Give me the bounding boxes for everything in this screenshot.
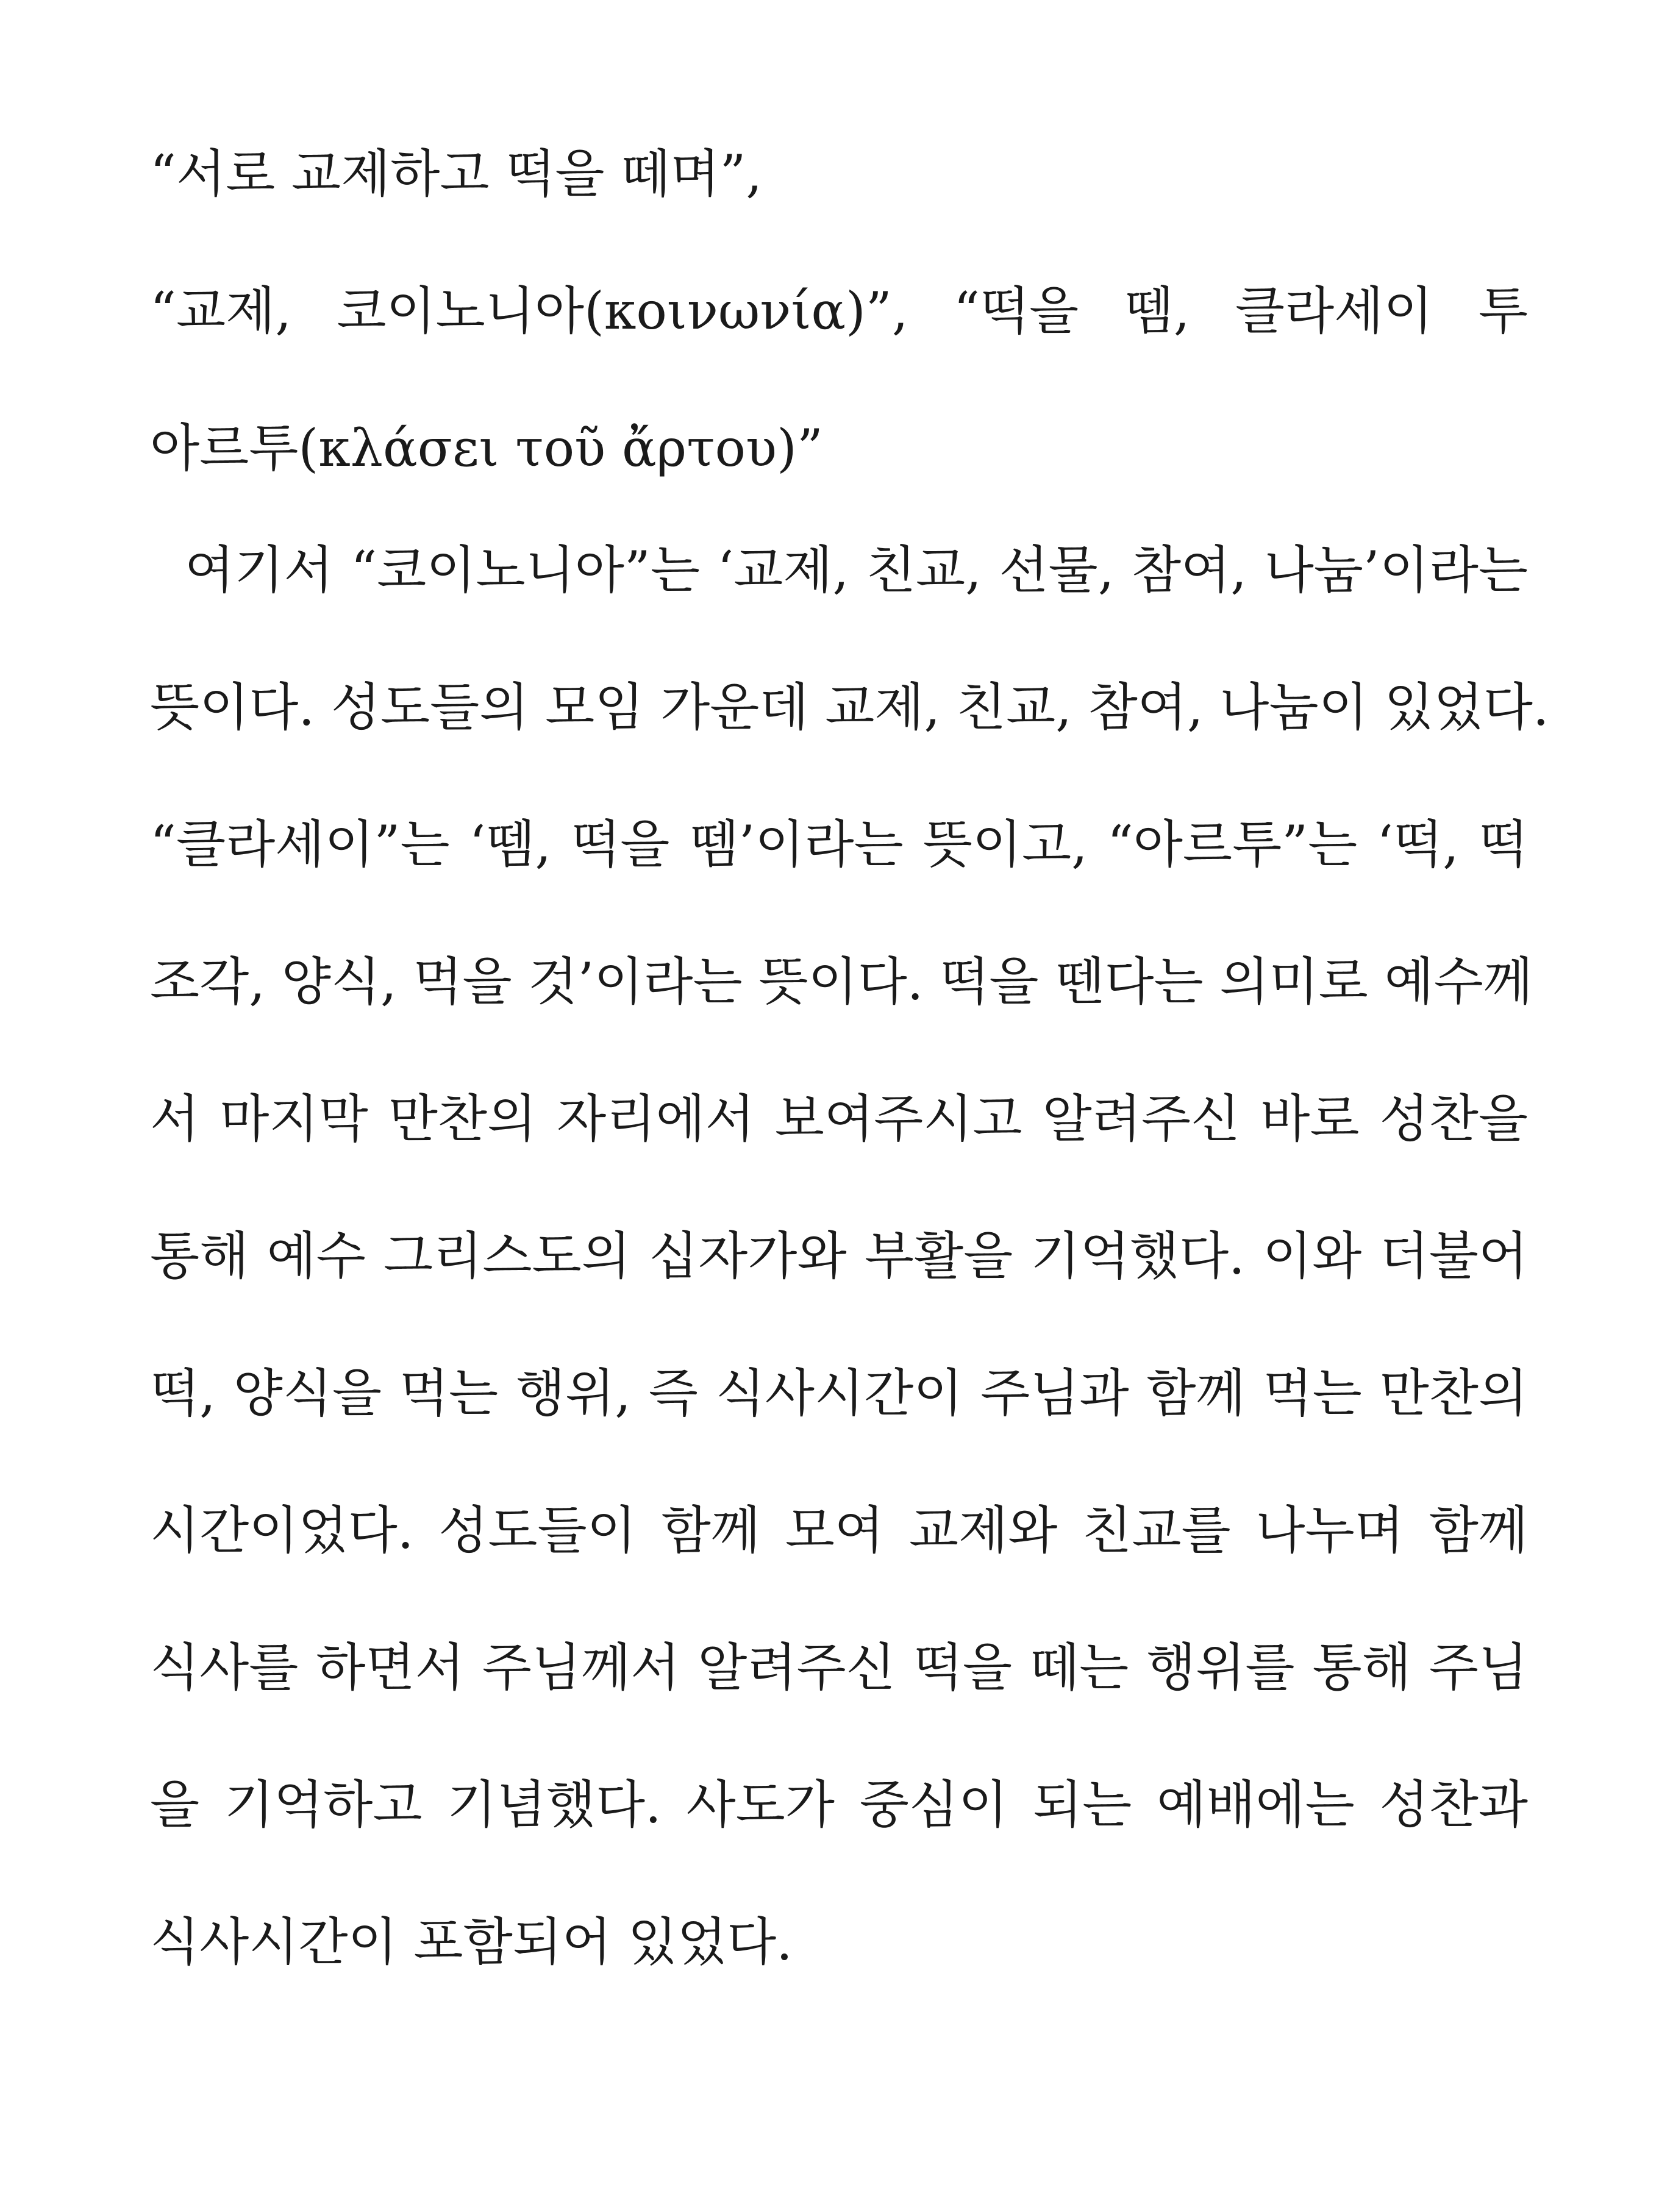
text-line: 통해 예수 그리스도의 십자가와 부활을 기억했다. 이와 더불어 (150, 1226, 1528, 1286)
text-line: 시간이었다. 성도들이 함께 모여 교제와 친교를 나누며 함께 (150, 1500, 1528, 1560)
text-line: 을 기억하고 기념했다. 사도가 중심이 되는 예배에는 성찬과 (150, 1775, 1528, 1835)
text-line: 식사시간이 포함되어 있었다. (150, 1912, 793, 1972)
text-line: 아르투(κλάσει τοῦ ἄρτου)” (150, 418, 823, 478)
text-line: 식사를 하면서 주님께서 알려주신 떡을 떼는 행위를 통해 주님 (150, 1638, 1528, 1697)
text-line: “서로 교제하고 떡을 떼며”, (150, 144, 763, 204)
text-line: 서 마지막 만찬의 자리에서 보여주시고 알려주신 바로 성찬을 (150, 1089, 1528, 1149)
text-line: “교제, 코이노니아(κοινωνία)”, “떡을 뗌, 클라세이 투 (150, 281, 1528, 341)
text-line: 조각, 양식, 먹을 것’이라는 뜻이다. 떡을 뗀다는 의미로 예수께 (150, 952, 1533, 1011)
text-line: 여기서 “코이노니아”는 ‘교제, 친교, 선물, 참여, 나눔’이라는 (150, 540, 1528, 600)
text-line: 뜻이다. 성도들의 모임 가운데 교제, 친교, 참여, 나눔이 있었다. (150, 677, 1549, 737)
text-line: “클라세이”는 ‘뗌, 떡을 뗌’이라는 뜻이고, “아르투”는 ‘떡, 떡 (150, 815, 1528, 874)
text-line: 떡, 양식을 먹는 행위, 즉 식사시간이 주님과 함께 먹는 만찬의 (150, 1363, 1528, 1423)
